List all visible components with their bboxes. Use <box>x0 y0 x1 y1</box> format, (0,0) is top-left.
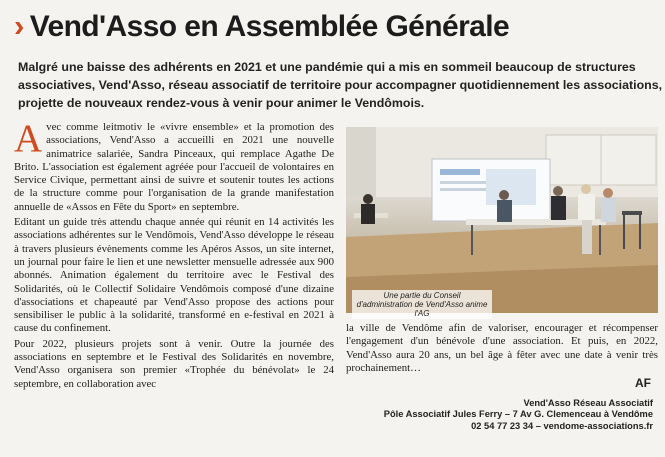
body-paragraph-2: Editant un guide très attendu chaque année qui réunit en 14 activités les associations adhérentes sur le Vendômois, Vend'Asso développe le réseau à travers plusieurs évènements comme les Apéros Assos, un site internet, un journal pour faire le lien et une newsletter mensuelle adressée aux 900 abonnés. Animation également du territoire avec le Festival des Solidarités, où le Collectif Solidaire Vendômois composé d'une dizaine d'associations et chapeauté par Vend'Asso propose des actions pour sensibiliser le public à la solidarité, transformé en e-festival en 2021 à cause du confinement. <box>14 216 334 335</box>
chevron-icon: › <box>14 8 24 43</box>
article-title <box>14 6 655 47</box>
footer-organisation: Vend'Asso Réseau Associatif <box>523 398 653 408</box>
lead-line-1: Malgré une baisse des adhérents en 2021 et une pandémie qui a mis en sommeil beaucoup de structures <box>18 60 636 74</box>
body-paragraph-3-continued: la ville de Vendôme afin de valoriser, encourager et récompenser l'engagement d'un bénévole d'une association. Et puis, en 2022, Vend'Asso aura 20 ans, un bel âge à fêter avec une date à venir très prochainement… <box>346 322 658 374</box>
drop-cap: A <box>14 117 43 160</box>
author-initials: AF <box>635 376 651 390</box>
title-text: Vend'Asso en Assemblée Générale <box>29 10 510 43</box>
article-lead <box>18 58 663 112</box>
footer-address: Pôle Associatif Jules Ferry – 7 Av G. Clemenceau à Vendôme <box>383 409 653 420</box>
body-paragraph-3: Pour 2022, plusieurs projets sont à venir. Outre la journée des associations en septembre et le Festival des Solidarités en novembre, Vend'Asso organisera son premier «Trophée du bénévolat» le 24 septembre, en collaboration avec <box>14 337 334 390</box>
body-column-left <box>14 117 334 393</box>
body-paragraph-1 <box>14 117 334 214</box>
footer-contact: 02 54 77 23 34 – vendome-associations.fr <box>471 420 653 431</box>
lead-line-3: projette de nouveaux rendez-vous à venir pour animer le Vendômois. <box>18 96 425 110</box>
body-column-right <box>346 322 658 375</box>
paragraph-1-text: vec comme leitmotiv le «vivre ensemble» et la promotion des associations, Vend'Asso a accueilli en 2021 une nouvelle animatrice salariée, Sandra Pinceaux, qui remplace Agathe De Brito. L'association est également agréée pour l'accueil de volontaires en Service Civique, permettant ainsi de suivre et soutenir toutes les actions de la structure comme pour l'organisation de la grande manifestation annuelle de «Assos en Fête du Sport» en septembre. <box>14 121 334 213</box>
meeting-photo-illustration <box>346 127 658 313</box>
contact-footer <box>353 398 653 432</box>
photo-caption: Une partie du Conseil d'administration de Vend'Asso anime l'AG <box>352 290 492 319</box>
meeting-photo <box>346 127 658 313</box>
lead-line-2: associatives, Vend'Asso, réseau associatif de territoire pour accompagner quotidiennement les associations, <box>18 78 663 92</box>
